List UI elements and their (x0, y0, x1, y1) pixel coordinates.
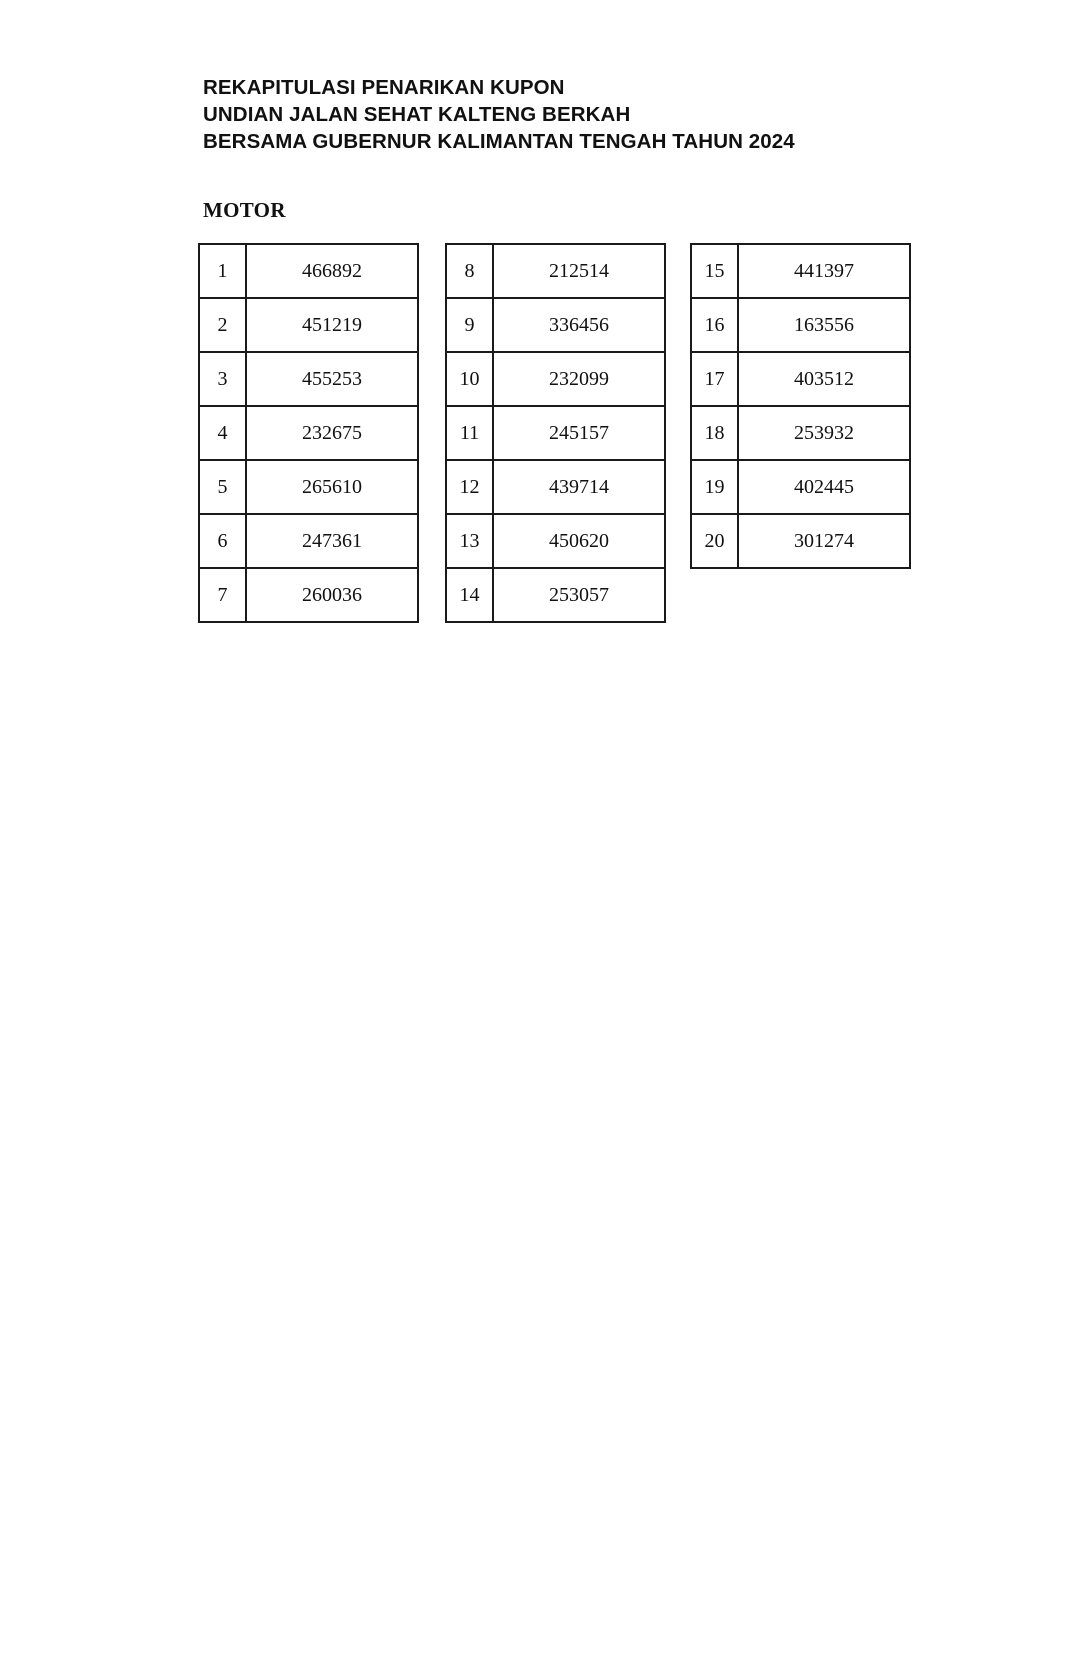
title-line-2: UNDIAN JALAN SEHAT KALTENG BERKAH (203, 103, 631, 126)
section-title-motor: MOTOR (203, 198, 286, 222)
title-line-3: BERSAMA GUBERNUR KALIMANTAN TENGAH TAHUN 2024 (203, 130, 795, 153)
table-row (691, 352, 910, 406)
coupon-number: 301274 (738, 514, 910, 568)
table-row (691, 514, 910, 568)
coupon-number: 403512 (738, 352, 910, 406)
row-number: 10 (446, 352, 493, 406)
coupon-number: 402445 (738, 460, 910, 514)
document-title (203, 74, 795, 155)
coupon-number: 245157 (493, 406, 665, 460)
table-row (446, 352, 665, 406)
coupon-number: 451219 (246, 298, 418, 352)
coupon-table-2 (445, 243, 666, 623)
coupon-number: 439714 (493, 460, 665, 514)
coupon-number: 247361 (246, 514, 418, 568)
coupon-number: 232099 (493, 352, 665, 406)
row-number: 18 (691, 406, 738, 460)
row-number: 11 (446, 406, 493, 460)
row-number: 1 (199, 244, 246, 298)
coupon-number: 450620 (493, 514, 665, 568)
table-row (691, 244, 910, 298)
row-number: 12 (446, 460, 493, 514)
coupon-number: 253932 (738, 406, 910, 460)
row-number: 7 (199, 568, 246, 622)
title-line-1: REKAPITULASI PENARIKAN KUPON (203, 76, 565, 99)
table-row (446, 568, 665, 622)
table-row (199, 460, 418, 514)
row-number: 2 (199, 298, 246, 352)
table-row (691, 298, 910, 352)
coupon-table-1 (198, 243, 419, 623)
row-number: 6 (199, 514, 246, 568)
table-row (199, 352, 418, 406)
row-number: 20 (691, 514, 738, 568)
table-row (446, 460, 665, 514)
coupon-number: 212514 (493, 244, 665, 298)
table-row (446, 406, 665, 460)
row-number: 8 (446, 244, 493, 298)
table-row (446, 514, 665, 568)
row-number: 13 (446, 514, 493, 568)
row-number: 9 (446, 298, 493, 352)
coupon-number: 253057 (493, 568, 665, 622)
row-number: 15 (691, 244, 738, 298)
table-row (691, 406, 910, 460)
table-row (199, 406, 418, 460)
row-number: 16 (691, 298, 738, 352)
table-row (691, 460, 910, 514)
coupon-number: 466892 (246, 244, 418, 298)
table-row (446, 298, 665, 352)
coupon-table-3 (690, 243, 911, 569)
table-row (446, 244, 665, 298)
table-row (199, 514, 418, 568)
table-row (199, 298, 418, 352)
coupon-number: 260036 (246, 568, 418, 622)
row-number: 3 (199, 352, 246, 406)
coupon-number: 336456 (493, 298, 665, 352)
table-row (199, 244, 418, 298)
coupon-number: 163556 (738, 298, 910, 352)
coupon-number: 265610 (246, 460, 418, 514)
row-number: 19 (691, 460, 738, 514)
row-number: 17 (691, 352, 738, 406)
coupon-number: 455253 (246, 352, 418, 406)
row-number: 4 (199, 406, 246, 460)
coupon-number: 232675 (246, 406, 418, 460)
row-number: 14 (446, 568, 493, 622)
row-number: 5 (199, 460, 246, 514)
table-row (199, 568, 418, 622)
coupon-number: 441397 (738, 244, 910, 298)
